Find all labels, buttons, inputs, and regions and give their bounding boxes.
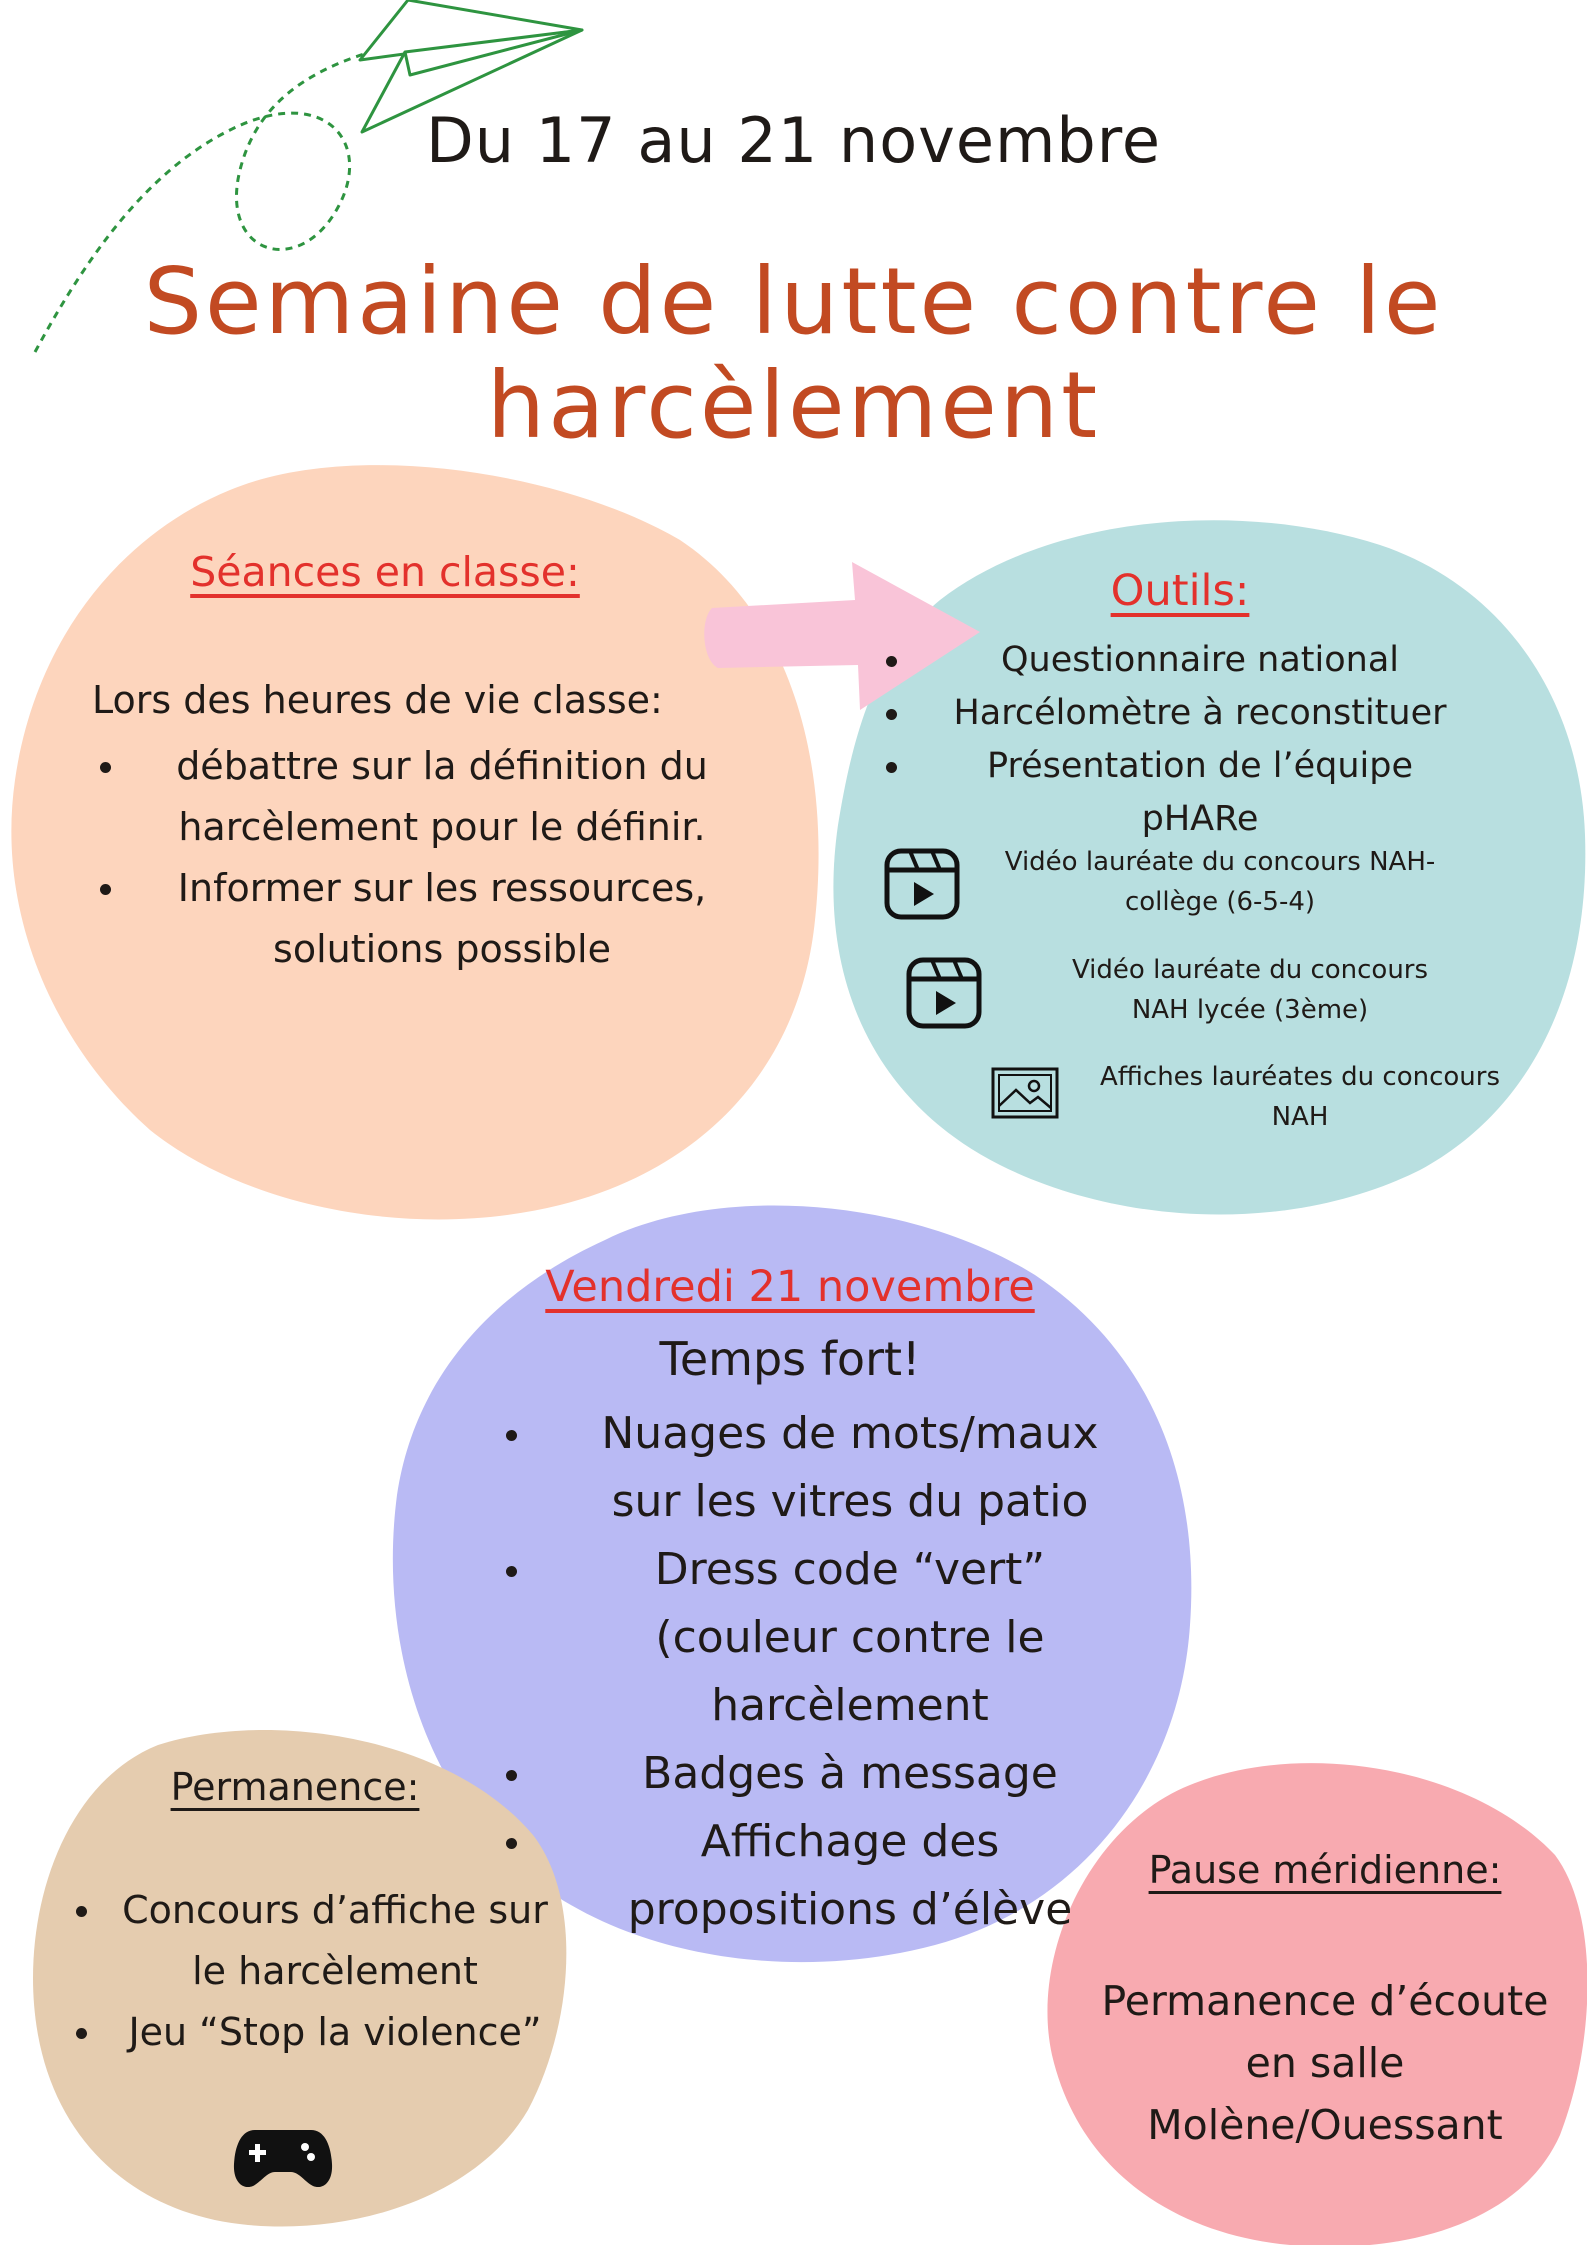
page-title: Semaine de lutte contre le harcèlement	[143, 248, 1444, 459]
bullet-icon	[886, 656, 897, 667]
bullet-icon	[76, 2028, 87, 2039]
date-range: Du 17 au 21 novembre	[425, 104, 1162, 177]
list-item-text: Affichage des propositions d’élève	[627, 1816, 1073, 1935]
video-icon[interactable]	[884, 848, 960, 920]
vendredi-subheading: Temps fort!	[659, 1332, 921, 1386]
resource-video-college: Vidéo lauréate du concours NAH-collège (6-5-4)	[1004, 847, 1436, 917]
vendredi-heading: Vendredi 21 novembre	[545, 1262, 1035, 1312]
list-item-text: Présentation de l’équipe pHARe	[986, 746, 1414, 839]
bullet-icon	[506, 1770, 517, 1781]
list-item	[500, 1808, 1130, 1944]
video-icon[interactable]	[906, 957, 982, 1029]
seances-heading: Séances en classe:	[190, 548, 580, 596]
permanence-list	[70, 1880, 550, 2063]
list-item	[870, 634, 1470, 687]
list-item-text: Badges à message	[642, 1748, 1058, 1799]
list-item	[500, 1740, 1130, 1808]
list-item-text: Harcélomètre à reconstituer	[953, 693, 1447, 733]
bullet-icon	[100, 884, 111, 895]
bullet-icon	[886, 709, 897, 720]
bullet-icon	[506, 1430, 517, 1441]
list-item	[70, 2002, 550, 2063]
seances-list	[92, 736, 732, 980]
list-item	[92, 858, 732, 980]
outils-list	[870, 634, 1470, 846]
bullet-icon	[100, 762, 111, 773]
list-item-text: débattre sur la définition du harcèlement pour le définir.	[176, 744, 708, 849]
bullet-icon	[886, 762, 897, 773]
bullet-icon	[506, 1838, 517, 1849]
bullet-icon	[506, 1566, 517, 1577]
gamepad-icon	[233, 2124, 333, 2192]
list-item	[870, 740, 1470, 846]
permanence-heading: Permanence:	[170, 1765, 420, 1809]
vendredi-list	[500, 1400, 1140, 1944]
list-item-text: Concours d’affiche sur le harcèlement	[122, 1888, 548, 1993]
list-item-text: Jeu “Stop la violence”	[128, 2010, 542, 2054]
seances-intro: Lors des heures de vie classe:	[92, 678, 663, 722]
list-item-text: Informer sur les ressources, solutions possible	[177, 866, 707, 971]
resource-video-lycee: Vidéo lauréate du concours NAH lycée (3ème)	[1071, 955, 1429, 1025]
list-item	[70, 1880, 550, 2002]
image-icon[interactable]	[990, 1066, 1060, 1120]
resource-affiches: Affiches lauréates du concours NAH	[1099, 1062, 1501, 1132]
list-item-text: Dress code “vert” (couleur contre le harcèlement	[654, 1544, 1046, 1731]
list-item	[500, 1536, 1130, 1740]
bullet-icon	[76, 1906, 87, 1917]
list-item-text: Questionnaire national	[1000, 640, 1400, 680]
list-item	[870, 687, 1470, 740]
outils-heading: Outils:	[1110, 566, 1250, 616]
list-item-text: Nuages de mots/maux sur les vitres du patio	[601, 1408, 1099, 1527]
pause-text: Permanence d’écoute en salle Molène/Ouessant	[1101, 1977, 1549, 2149]
list-item	[500, 1400, 1130, 1536]
list-item	[92, 736, 732, 858]
pause-heading: Pause méridienne:	[1148, 1848, 1502, 1892]
